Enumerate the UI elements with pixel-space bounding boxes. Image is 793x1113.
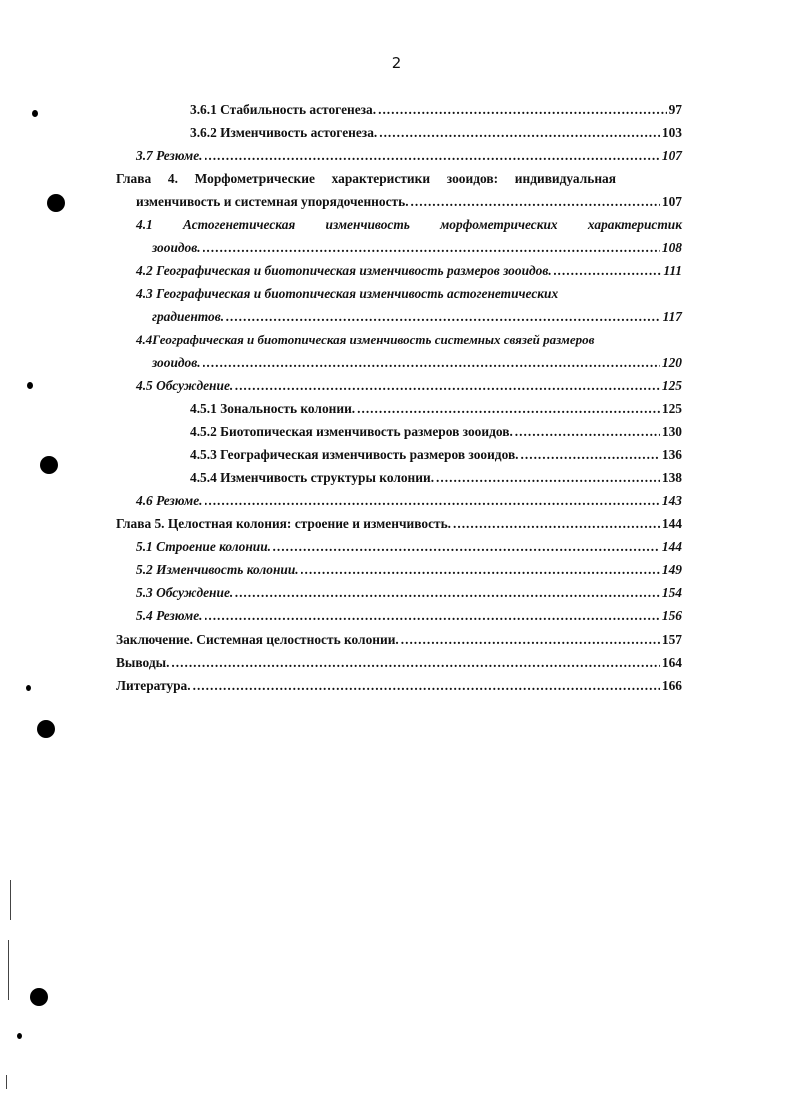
toc-entry-page: 154 <box>661 585 682 600</box>
toc-entry-5-3[interactable] <box>136 585 682 605</box>
scan-speck <box>26 685 31 691</box>
toc-entry-4-1-line1[interactable]: 4.1 Астогенетическая изменчивость морфометрических характеристик <box>136 217 682 232</box>
toc-entry-page: 107 <box>661 148 682 163</box>
toc-entry-title: 4.2 Географическая и биотопическая изменчивость размеров зооидов. <box>136 263 552 278</box>
toc-entry-3-7[interactable] <box>136 148 682 168</box>
scan-line <box>6 1075 7 1089</box>
toc-entry-title: 5.2 Изменчивость колонии. <box>136 562 299 577</box>
toc-entry-page: 136 <box>661 447 682 462</box>
leader-dots <box>203 355 660 371</box>
leader-dots <box>193 678 660 694</box>
scan-speck <box>27 382 33 389</box>
punch-hole <box>40 456 58 474</box>
punch-hole <box>30 988 48 1006</box>
scan-line <box>8 940 9 1000</box>
toc-entry-title: 4.6 Резюме. <box>136 493 203 508</box>
toc-entry-title: 4.5.1 Зональность колонии. <box>190 401 356 416</box>
toc-entry-4-4-line1[interactable]: 4.4Географическая и биотопическая изменчивость системных связей размеров <box>136 332 595 347</box>
toc-entry-4-2[interactable] <box>136 263 682 283</box>
toc-entry-page: 125 <box>661 401 682 416</box>
leader-dots <box>521 447 660 463</box>
toc-entry-title: 5.4 Резюме. <box>136 608 203 623</box>
toc-entry-chapter-5[interactable] <box>116 516 682 536</box>
toc-entry-title: зооидов. <box>152 240 201 255</box>
leader-dots <box>554 263 662 279</box>
leader-dots <box>436 470 660 486</box>
page-number: 2 <box>391 54 402 72</box>
toc-entry-4-5-2[interactable] <box>190 424 682 444</box>
leader-dots <box>205 493 660 509</box>
leader-dots <box>515 424 660 440</box>
toc-entry-title: изменчивость и системная упорядоченность. <box>136 194 409 209</box>
toc-entry-title: градиентов. <box>152 309 225 324</box>
leader-dots <box>357 401 660 417</box>
toc-entry-title: 5.3 Обсуждение. <box>136 585 234 600</box>
toc-entry-4-3-line1[interactable]: 4.3 Географическая и биотопическая изменчивость астогенетических <box>136 286 559 301</box>
leader-dots <box>205 148 660 164</box>
toc-entry-page: 144 <box>661 539 682 554</box>
leader-dots <box>226 309 661 325</box>
toc-entry-findings[interactable] <box>116 655 682 675</box>
leader-dots <box>171 655 659 671</box>
toc-entry-title: Выводы. <box>116 655 170 670</box>
toc-entry-title: Заключение. Системная целостность колонии. <box>116 632 399 647</box>
punch-hole <box>37 720 55 738</box>
leader-dots <box>378 102 667 118</box>
leader-dots <box>301 562 660 578</box>
leader-dots <box>235 585 660 601</box>
toc-entry-title: 3.6.2 Изменчивость астогенеза. <box>190 125 378 140</box>
toc-entry-title: 4.5 Обсуждение. <box>136 378 234 393</box>
leader-dots <box>379 125 660 141</box>
toc-entry-conclusion[interactable] <box>116 632 682 652</box>
leader-dots <box>401 632 660 648</box>
toc-entry-page: 111 <box>663 263 682 278</box>
toc-entry-5-2[interactable] <box>136 562 682 582</box>
toc-entry-title: 4.5.4 Изменчивость структуры колонии. <box>190 470 435 485</box>
leader-dots <box>235 378 660 394</box>
leader-dots <box>453 516 660 532</box>
toc-entry-page: 144 <box>661 516 682 531</box>
leader-dots <box>203 240 660 256</box>
leader-dots <box>205 608 660 624</box>
scan-speck <box>17 1033 22 1039</box>
scan-line <box>10 880 11 920</box>
toc-entry-page: 117 <box>662 309 682 324</box>
toc-entry-page: 157 <box>661 632 682 647</box>
toc-entry-page: 120 <box>661 355 682 370</box>
toc-entry-3-6-1[interactable] <box>190 102 682 122</box>
toc-entry-page: 125 <box>661 378 682 393</box>
toc-entry-4-5-4[interactable] <box>190 470 682 490</box>
toc-entry-title: Глава 5. Целостная колония: строение и изменчивость. <box>116 516 452 531</box>
toc-entry-5-4[interactable] <box>136 608 682 628</box>
toc-entry-5-1[interactable] <box>136 539 682 559</box>
toc-entry-page: 166 <box>661 678 682 693</box>
scan-speck <box>32 110 38 117</box>
toc-entry-title: 5.1 Строение колонии. <box>136 539 272 554</box>
toc-entry-3-6-2[interactable] <box>190 125 682 145</box>
toc-entry-4-5-3[interactable] <box>190 447 682 467</box>
toc-entry-page: 103 <box>661 125 682 140</box>
toc-entry-page: 107 <box>661 194 682 209</box>
toc-entry-page: 138 <box>661 470 682 485</box>
toc-entry-page: 164 <box>661 655 682 670</box>
toc-entry-page: 143 <box>661 493 682 508</box>
punch-hole <box>47 194 65 212</box>
leader-dots <box>411 194 660 210</box>
toc-entry-literature[interactable] <box>116 678 682 698</box>
toc-entry-page: 97 <box>668 102 682 117</box>
toc-entry-title: Литература. <box>116 678 191 693</box>
toc-entry-page: 130 <box>661 424 682 439</box>
toc-entry-title: 3.6.1 Стабильность астогенеза. <box>190 102 377 117</box>
toc-entry-title: зооидов. <box>152 355 201 370</box>
leader-dots <box>273 539 660 555</box>
toc-entry-4-6[interactable] <box>136 493 682 513</box>
toc-entry-4-5-1[interactable] <box>190 401 682 421</box>
toc-entry-page: 108 <box>661 240 682 255</box>
toc-entry-4-5[interactable] <box>136 378 682 398</box>
toc-entry-page: 156 <box>661 608 682 623</box>
toc-entry-title: 3.7 Резюме. <box>136 148 203 163</box>
toc-entry-4-1[interactable] <box>152 240 682 260</box>
toc-entry-page: 149 <box>661 562 682 577</box>
toc-entry-title: 4.5.3 Географическая изменчивость размеров зооидов. <box>190 447 519 462</box>
toc-entry-chapter-4[interactable] <box>136 194 682 214</box>
toc-entry-chapter-4-line1[interactable]: Глава 4. Морфометрические характеристики зооидов: индивидуальная <box>116 171 616 186</box>
toc-entry-4-3[interactable] <box>152 309 682 329</box>
toc-entry-title: 4.5.2 Биотопическая изменчивость размеров зооидов. <box>190 424 513 439</box>
toc-entry-4-4[interactable] <box>152 355 682 375</box>
